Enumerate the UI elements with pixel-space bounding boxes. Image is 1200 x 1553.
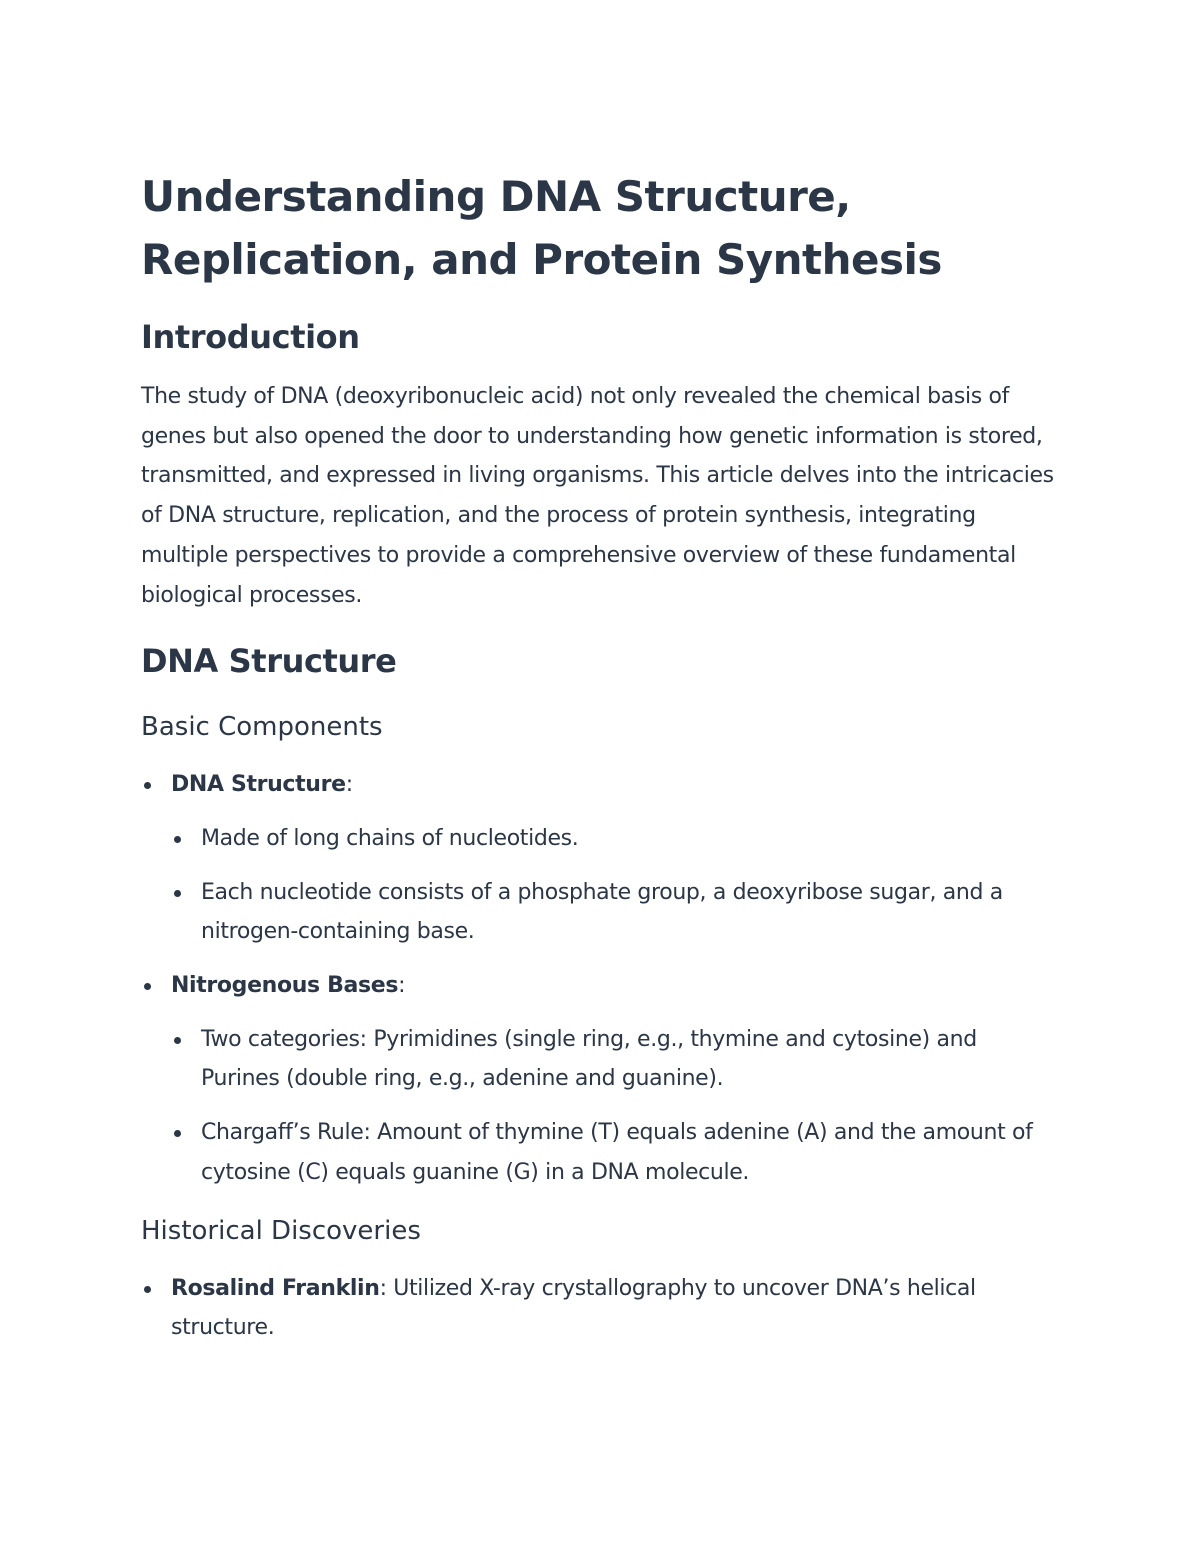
sub-list-item-text: Each nucleotide consists of a phosphate group, a deoxyribose sugar, and a nitrogen-containing base.	[201, 879, 1003, 945]
bullet-icon	[144, 1286, 151, 1293]
sub-list-item	[141, 819, 1061, 859]
list-item	[141, 765, 1061, 805]
bullet-icon	[174, 1130, 181, 1137]
sub-list-item-text: Made of long chains of nucleotides.	[201, 825, 579, 851]
list-item-label: DNA Structure	[171, 772, 346, 798]
list-item-text: : Utilized X-ray crystallography to uncover DNA’s helical structure.	[171, 1275, 976, 1341]
sub-list-item-text: Two categories: Pyrimidines (single ring, e.g., thymine and cytosine) and Purines (double ring, e.g., adenine and guanine).	[201, 1026, 977, 1092]
sub-list-item	[141, 1113, 1061, 1192]
basic-components-heading: Basic Components	[141, 712, 383, 743]
historical-discoveries-list	[141, 1269, 1061, 1348]
dna-structure-heading: DNA Structure	[141, 642, 397, 681]
list-item	[141, 966, 1061, 1006]
bullet-icon	[144, 983, 151, 990]
bullet-icon	[174, 890, 181, 897]
bullet-icon	[174, 836, 181, 843]
bullet-icon	[174, 1037, 181, 1044]
bullet-icon	[144, 782, 151, 789]
historical-discoveries-heading: Historical Discoveries	[141, 1215, 421, 1246]
basic-components-list	[141, 765, 1061, 1192]
sub-list-item	[141, 873, 1061, 952]
introduction-heading: Introduction	[141, 318, 360, 356]
list-item-suffix: :	[398, 973, 406, 999]
list-item-label: Nitrogenous Bases	[171, 973, 399, 999]
list-item	[141, 1269, 1061, 1348]
sub-list-item	[141, 1020, 1061, 1099]
document-title: Understanding DNA Structure, Replication, and Protein Synthesis	[141, 172, 942, 284]
document-content	[141, 165, 1061, 1348]
sub-list-item-text: Chargaff’s Rule: Amount of thymine (T) equals adenine (A) and the amount of cytosine (C) equals guanine (G) in a DNA molecule.	[201, 1120, 1033, 1185]
introduction-paragraph: The study of DNA (deoxyribonucleic acid) not only revealed the chemical basis of genes but also opened the door to understanding how genetic information is stored, transmitted, and expressed in living organisms. This article delves into the intricacies of DNA structure, replication, and the process of protein synthesis, integrating multiple perspectives to provide a comprehensive overview of these fundamental biological processes.	[141, 384, 1054, 608]
list-item-label: Rosalind Franklin	[171, 1275, 380, 1301]
list-item-suffix: :	[345, 772, 353, 798]
